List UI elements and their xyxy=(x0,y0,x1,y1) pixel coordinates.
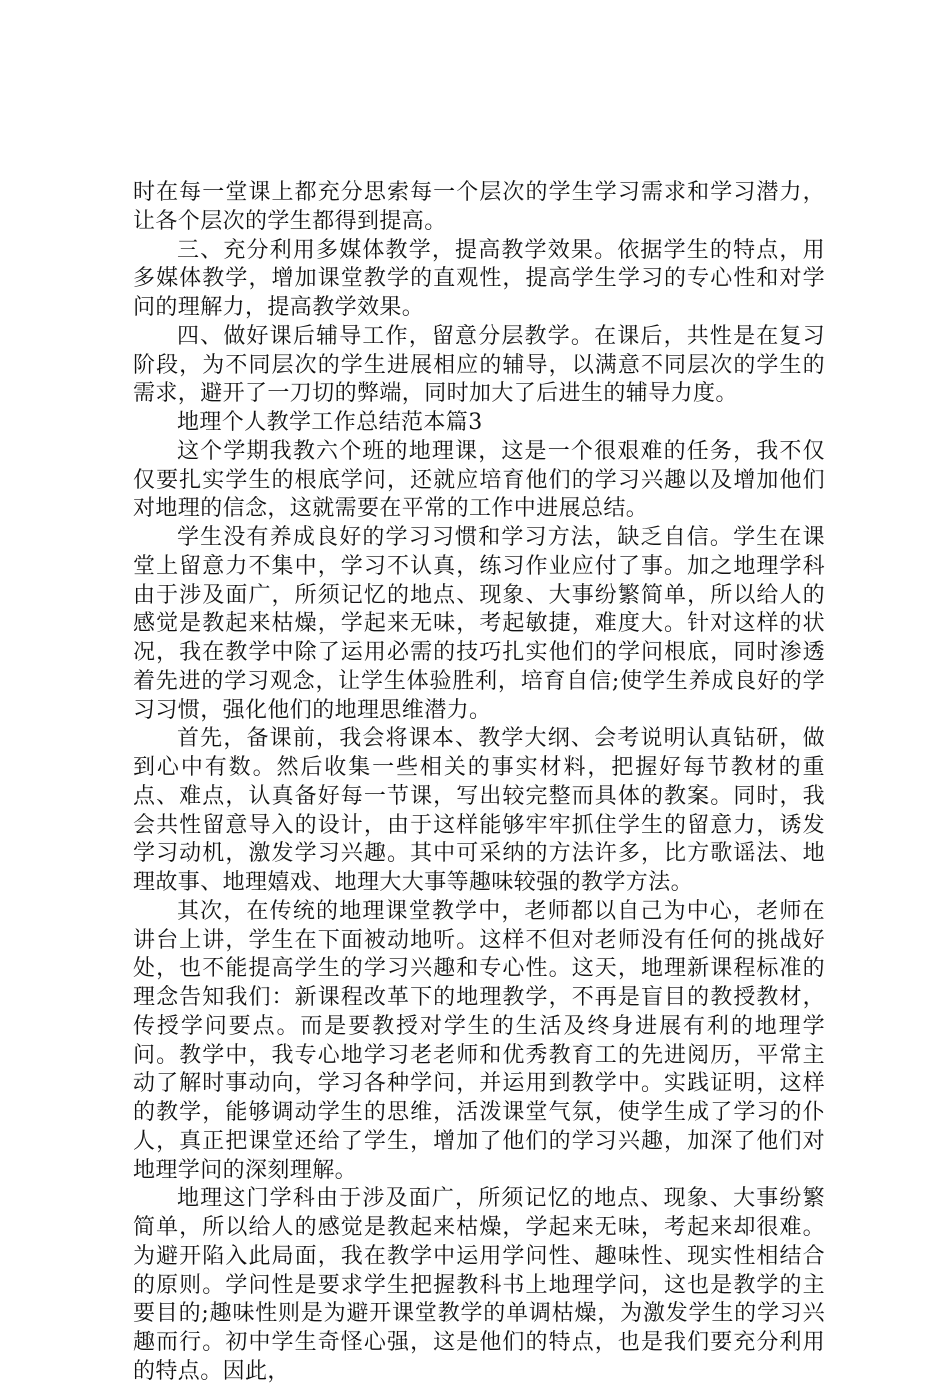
paragraph-teaching-principles: 地理这门学科由于涉及面广，所须记忆的地点、现象、大事纷繁简单，所以给人的感觉是教起来枯燥，学起来无味，考起来却很难。为避开陷入此局面，我在教学中运用学问性、趣味性、现实性相结合的原则。学问性是要求学生把握教科书上地理学问，这也是教学的主要目的;趣味性则是为避开课堂教学的单调枯燥，为激发学生的学习兴趣而行。初中学生奇怪心强，这是他们的特点，也是我们要充分利用的特点。因此， xyxy=(133,1186,825,1384)
paragraph-multimedia-teaching: 三、充分利用多媒体教学，提高教学效果。依据学生的特点，用多媒体教学，增加课堂教学的直观性，提高学生学习的专心性和对学问的理解力，提高教学效果。 xyxy=(133,237,825,320)
paragraph-continuation: 时在每一堂课上都充分思索每一个层次的学生学习需求和学习潜力，让各个层次的学生都得到提高。 xyxy=(133,180,825,234)
section-heading: 地理个人教学工作总结范本篇3 xyxy=(177,410,483,435)
paragraph-classroom-reform: 其次，在传统的地理课堂教学中，老师都以自己为中心，老师在讲台上讲，学生在下面被动地听。这样不但对老师没有任何的挑战好处，也不能提高学生的学习兴趣和专心性。这天，地理新课程标准的理念告知我们：新课程改革下的地理教学，不再是盲目的教授教材，传授学问要点。而是要教授对学生的生活及终身进展有利的地理学问。教学中，我专心地学习老老师和优秀教育工的先进阅历，平常主动了解时事动向，学习各种学问，并运用到教学中。实践证明，这样的教学，能够调动学生的思维，活泼课堂气氛，使学生成了学习的仆人，真正把课堂还给了学生，增加了他们的学习兴趣，加深了他们对地理学问的深刻理解。 xyxy=(133,898,825,1183)
paragraph-semester-intro: 这个学期我教六个班的地理课，这是一个很艰难的任务，我不仅仅要扎实学生的根底学问，还就应培育他们的学习兴趣以及增加他们对地理的信念，这就需要在平常的工作中进展总结。 xyxy=(133,438,825,522)
paragraph-student-habits: 学生没有养成良好的学习习惯和学习方法，缺乏自信。学生在课堂上留意力不集中，学习不认真，练习作业应付了事。加之地理学科由于涉及面广，所须记忆的地点、现象、大事纷繁简单，所以给人的感觉是教起来枯燥，学起来无味，考起敏捷，难度大。针对这样的状况，我在教学中除了运用必需的技巧扎实他们的学问根底，同时渗透着先进的学习观念，让学生体验胜利，培育自信;使学生养成良好的学习习惯，强化他们的地理思维潜力。 xyxy=(133,525,825,723)
document-body xyxy=(133,179,825,1387)
paragraph-after-class-tutoring: 四、做好课后辅导工作，留意分层教学。在课后，共性是在复习阶段，为不同层次的学生进展相应的辅导，以满意不同层次的学生的需求，避开了一刀切的弊端，同时加大了后进生的辅导力度。 xyxy=(133,323,825,407)
paragraph-lesson-preparation: 首先，备课前，我会将课本、教学大纲、会考说明认真钻研，做到心中有数。然后收集一些相关的事实材料，把握好每节教材的重点、难点，认真备好每一节课，写出较完整而具体的教案。同时，我会共性留意导入的设计，由于这样能够牢牢抓住学生的留意力，诱发学习动机，激发学习兴趣。其中可采纳的方法许多，比方歌谣法、地理故事、地理嬉戏、地理大大事等趣味较强的教学方法。 xyxy=(133,726,825,895)
